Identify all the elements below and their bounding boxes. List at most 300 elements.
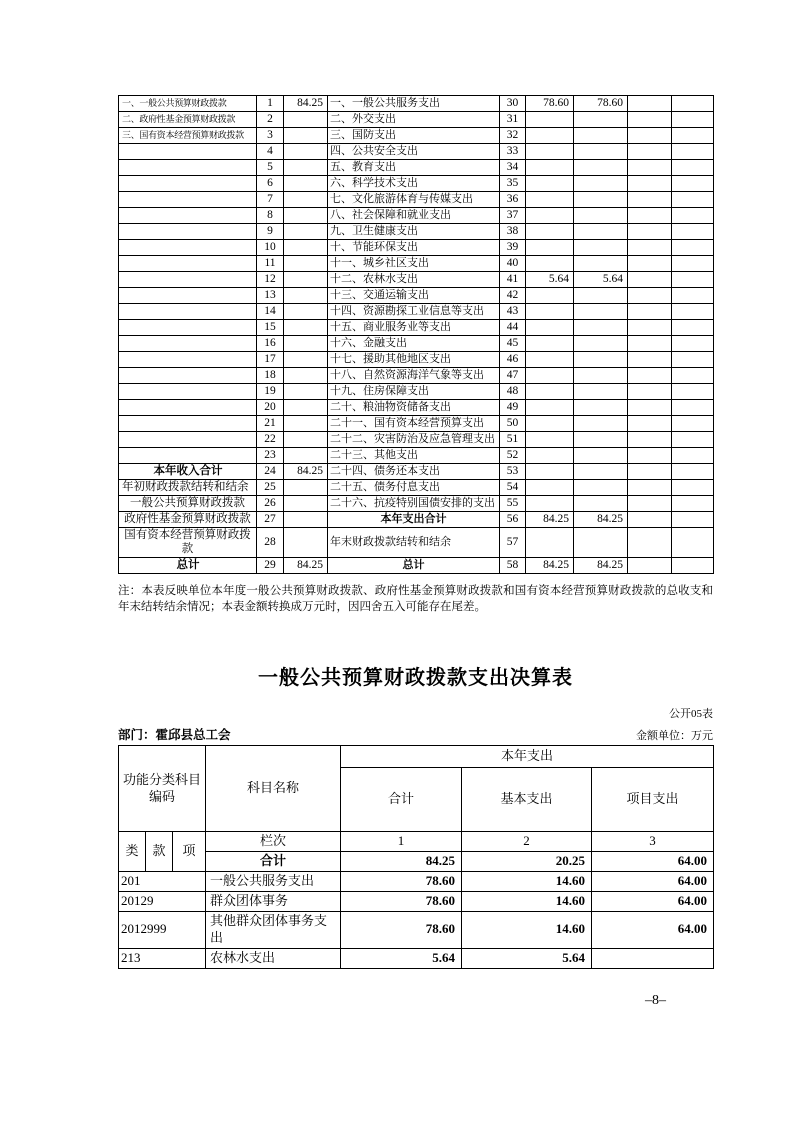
table-cell: 14.60 (462, 911, 592, 948)
table-cell: 35 (500, 176, 526, 192)
table-cell: 9 (257, 224, 284, 240)
table-cell (672, 512, 714, 528)
table-cell: 二、外交支出 (328, 112, 500, 128)
grand-total-row (119, 851, 714, 871)
table-cell: 58 (500, 558, 526, 574)
code-header: 功能分类科目编码 (119, 746, 206, 832)
table-cell: 78.60 (341, 911, 462, 948)
table-cell (672, 96, 714, 112)
table-cell: 总计 (119, 558, 257, 574)
table-cell: 39 (500, 240, 526, 256)
table1-row (119, 432, 714, 448)
table-cell (628, 448, 672, 464)
table-cell: 33 (500, 144, 526, 160)
table-cell (574, 320, 628, 336)
table-cell: 二十四、债务还本支出 (328, 464, 500, 480)
table-cell (119, 304, 257, 320)
table1-row (119, 304, 714, 320)
table-cell (628, 320, 672, 336)
fiscal-allocation-income-expenditure-table (118, 95, 714, 574)
table-cell (628, 528, 672, 558)
table-cell (284, 272, 328, 288)
table-cell (574, 336, 628, 352)
table1-row (119, 528, 714, 558)
table-cell: 本年支出合计 (328, 512, 500, 528)
table-cell: 53 (500, 464, 526, 480)
table2-row (119, 871, 714, 891)
table-cell (284, 448, 328, 464)
table-cell (672, 272, 714, 288)
table-cell (526, 448, 574, 464)
table-cell (628, 96, 672, 112)
table-cell: 56 (500, 512, 526, 528)
table-cell: 年末财政拨款结转和结余 (328, 528, 500, 558)
table-cell: 十二、农林水支出 (328, 272, 500, 288)
table-cell: 六、科学技术支出 (328, 176, 500, 192)
table1-row (119, 144, 714, 160)
table-cell: 十六、金融支出 (328, 336, 500, 352)
table-cell: 一、一般公共服务支出 (328, 96, 500, 112)
table-cell: 二十六、抗疫特别国债安排的支出 (328, 496, 500, 512)
table-cell (526, 304, 574, 320)
page-content (118, 95, 713, 969)
table-cell (672, 208, 714, 224)
table-cell (119, 240, 257, 256)
table-cell (119, 272, 257, 288)
table-cell: 49 (500, 400, 526, 416)
table-cell: 48 (500, 384, 526, 400)
table-cell (284, 288, 328, 304)
table-cell: 47 (500, 368, 526, 384)
table-cell: 46 (500, 352, 526, 368)
table-cell: 32 (500, 128, 526, 144)
table-cell: 26 (257, 496, 284, 512)
table-cell (526, 256, 574, 272)
table1-row (119, 128, 714, 144)
table-cell (119, 368, 257, 384)
table-cell: 九、卫生健康支出 (328, 224, 500, 240)
table2-row (119, 948, 714, 968)
table-cell: 24 (257, 464, 284, 480)
table-cell (628, 144, 672, 160)
grand-total-project: 64.00 (592, 851, 714, 871)
table-cell (672, 496, 714, 512)
table-cell: 84.25 (284, 558, 328, 574)
table-cell (119, 224, 257, 240)
table-cell: 84.25 (284, 464, 328, 480)
code-sub-header-item: 项 (173, 832, 206, 872)
table-cell (628, 208, 672, 224)
project-expenditure-header: 项目支出 (592, 768, 714, 832)
table-cell: 78.60 (574, 96, 628, 112)
table-cell: 二十一、国有资本经营预算支出 (328, 416, 500, 432)
table-cell (526, 320, 574, 336)
table2-row (119, 891, 714, 911)
table1-row (119, 558, 714, 574)
code-sub-header-class: 类 (119, 832, 146, 872)
table-cell: 43 (500, 304, 526, 320)
table-cell (628, 192, 672, 208)
table-cell: 84.25 (526, 512, 574, 528)
table-cell: 一般公共服务支出 (206, 871, 341, 891)
table-cell (574, 176, 628, 192)
table-cell (628, 336, 672, 352)
table-cell (574, 208, 628, 224)
table1-row (119, 448, 714, 464)
table1-row (119, 272, 714, 288)
table-cell (284, 304, 328, 320)
table-cell (526, 432, 574, 448)
table-cell (574, 304, 628, 320)
table-cell (526, 496, 574, 512)
table-cell: 十三、交通运输支出 (328, 288, 500, 304)
table-cell (628, 400, 672, 416)
table-cell (574, 144, 628, 160)
table-cell: 三、国有资本经营预算财政拨款 (119, 128, 257, 144)
table-cell (119, 320, 257, 336)
table-cell (526, 224, 574, 240)
table-cell (284, 432, 328, 448)
table-cell (628, 384, 672, 400)
table1-row (119, 368, 714, 384)
table-cell: 84.25 (574, 558, 628, 574)
table-cell (672, 192, 714, 208)
table-cell (284, 128, 328, 144)
table-cell (628, 304, 672, 320)
table-cell: 52 (500, 448, 526, 464)
table-cell (119, 352, 257, 368)
table-cell (284, 192, 328, 208)
table-cell (628, 128, 672, 144)
table-cell (672, 224, 714, 240)
table-cell (628, 256, 672, 272)
table-cell: 38 (500, 224, 526, 240)
table-cell: 41 (500, 272, 526, 288)
table-cell (574, 400, 628, 416)
table2-form-number: 公开05表 (669, 708, 713, 721)
table1-row (119, 192, 714, 208)
table-cell (119, 400, 257, 416)
table-cell (672, 288, 714, 304)
table-cell (119, 336, 257, 352)
table-cell: 5.64 (341, 948, 462, 968)
table1-row (119, 512, 714, 528)
column-index-3: 3 (592, 832, 714, 852)
table-cell (574, 224, 628, 240)
table-cell (526, 176, 574, 192)
table-cell: 2012999 (119, 911, 206, 948)
table-cell (284, 256, 328, 272)
year-expenditure-header: 本年支出 (341, 746, 714, 768)
table-cell (284, 528, 328, 558)
table-cell: 14.60 (462, 891, 592, 911)
table-cell (672, 320, 714, 336)
table-cell: 18 (257, 368, 284, 384)
table1-row (119, 416, 714, 432)
table-cell: 54 (500, 480, 526, 496)
table-cell (592, 948, 714, 968)
table-cell (628, 240, 672, 256)
table-cell (526, 400, 574, 416)
table1-row (119, 320, 714, 336)
table-cell (574, 416, 628, 432)
table-cell (526, 144, 574, 160)
table-cell (119, 208, 257, 224)
table-cell (628, 432, 672, 448)
table-cell (672, 240, 714, 256)
table-cell (574, 464, 628, 480)
table-cell: 30 (500, 96, 526, 112)
table-cell: 44 (500, 320, 526, 336)
table-cell: 20 (257, 400, 284, 416)
table-cell (574, 112, 628, 128)
table-cell (628, 176, 672, 192)
table-cell (526, 480, 574, 496)
table-cell (526, 160, 574, 176)
table-cell (672, 128, 714, 144)
table-cell (672, 432, 714, 448)
table-cell (284, 352, 328, 368)
table-cell: 78.60 (526, 96, 574, 112)
table-cell (574, 288, 628, 304)
table-cell (284, 496, 328, 512)
table-cell: 201 (119, 871, 206, 891)
table-cell (526, 464, 574, 480)
table-cell (672, 464, 714, 480)
table-cell: 二十二、灾害防治及应急管理支出 (328, 432, 500, 448)
table1-row (119, 464, 714, 480)
table-cell: 十五、商业服务业等支出 (328, 320, 500, 336)
table-cell: 5.64 (462, 948, 592, 968)
column-index-2: 2 (462, 832, 592, 852)
department-label: 部门：霍邱县总工会 (118, 728, 231, 743)
table-cell (574, 128, 628, 144)
table-cell: 14 (257, 304, 284, 320)
table-cell: 29 (257, 558, 284, 574)
table-cell: 5.64 (574, 272, 628, 288)
table-cell (574, 368, 628, 384)
table-cell (284, 336, 328, 352)
table-cell (672, 448, 714, 464)
grand-total-label: 合计 (206, 851, 341, 871)
table-cell: 二十、粮油物资储备支出 (328, 400, 500, 416)
table-cell (284, 384, 328, 400)
table-cell: 8 (257, 208, 284, 224)
table-cell: 84.25 (284, 96, 328, 112)
table-cell (526, 112, 574, 128)
table-cell (574, 192, 628, 208)
table1-row (119, 496, 714, 512)
table-cell: 农林水支出 (206, 948, 341, 968)
table-cell (284, 416, 328, 432)
table-cell: 国有资本经营预算财政拨款 (119, 528, 257, 558)
table-cell (672, 352, 714, 368)
table-cell (628, 512, 672, 528)
table1-row (119, 112, 714, 128)
table-cell: 55 (500, 496, 526, 512)
table-cell (284, 160, 328, 176)
table1-row (119, 224, 714, 240)
table-cell: 本年收入合计 (119, 464, 257, 480)
table1-row (119, 256, 714, 272)
table-cell: 13 (257, 288, 284, 304)
table-cell (628, 272, 672, 288)
subject-name-header: 科目名称 (206, 746, 341, 832)
table-cell: 6 (257, 176, 284, 192)
table-cell (628, 368, 672, 384)
table-cell: 2 (257, 112, 284, 128)
table-cell (672, 144, 714, 160)
table-note: 注：本表反映单位本年度一般公共预算财政拨款、政府性基金预算财政拨款和国有资本经营预算财政拨款的总收支和年末结转结余情况；本表金额转换成万元时，因四舍五入可能存在尾差。 (118, 585, 713, 613)
table-cell (574, 160, 628, 176)
table-cell (284, 224, 328, 240)
header-row-group (119, 746, 714, 768)
table-cell (574, 432, 628, 448)
table-cell (119, 448, 257, 464)
table-cell: 36 (500, 192, 526, 208)
table-cell: 7 (257, 192, 284, 208)
table-cell (628, 224, 672, 240)
table-cell (672, 558, 714, 574)
table-cell: 78.60 (341, 871, 462, 891)
table-cell (284, 176, 328, 192)
table-cell: 20129 (119, 891, 206, 911)
table-cell (672, 304, 714, 320)
table-cell: 51 (500, 432, 526, 448)
table-cell: 十八、自然资源海洋气象等支出 (328, 368, 500, 384)
table-cell: 十一、城乡社区支出 (328, 256, 500, 272)
table-cell: 19 (257, 384, 284, 400)
table-cell (526, 352, 574, 368)
table-cell (628, 416, 672, 432)
basic-expenditure-header: 基本支出 (462, 768, 592, 832)
table1-row (119, 96, 714, 112)
table-cell: 42 (500, 288, 526, 304)
table1-row (119, 288, 714, 304)
table-cell (628, 464, 672, 480)
table-cell (284, 320, 328, 336)
table-cell: 84.25 (526, 558, 574, 574)
table-cell (119, 144, 257, 160)
table-cell (672, 160, 714, 176)
table1-row (119, 336, 714, 352)
table-cell: 10 (257, 240, 284, 256)
table-cell: 57 (500, 528, 526, 558)
table-cell (672, 528, 714, 558)
table-cell (526, 208, 574, 224)
code-sub-header-section: 款 (146, 832, 173, 872)
table-cell: 年初财政拨款结转和结余 (119, 480, 257, 496)
table-cell (672, 176, 714, 192)
table-cell: 31 (500, 112, 526, 128)
table1-row (119, 176, 714, 192)
table-cell (672, 416, 714, 432)
grand-total-basic: 20.25 (462, 851, 592, 871)
table-cell: 16 (257, 336, 284, 352)
table-cell: 二十五、债务付息支出 (328, 480, 500, 496)
table-cell: 5 (257, 160, 284, 176)
total-column-header: 合计 (341, 768, 462, 832)
table1-row (119, 352, 714, 368)
table-cell: 十七、援助其他地区支出 (328, 352, 500, 368)
table-cell (628, 558, 672, 574)
table-cell (284, 512, 328, 528)
table-cell (574, 384, 628, 400)
table-cell (526, 192, 574, 208)
table-cell (119, 256, 257, 272)
table1-row (119, 160, 714, 176)
table-cell: 1 (257, 96, 284, 112)
table-cell: 政府性基金预算财政拨款 (119, 512, 257, 528)
table-cell: 45 (500, 336, 526, 352)
column-index-label: 栏次 (206, 832, 341, 852)
table2-title: 一般公共预算财政拨款支出决算表 (258, 667, 573, 690)
table-cell (284, 208, 328, 224)
table-cell (526, 288, 574, 304)
table-cell: 64.00 (592, 871, 714, 891)
table-cell (574, 352, 628, 368)
table2-meta (118, 725, 713, 743)
table-cell (574, 448, 628, 464)
table-cell: 总计 (328, 558, 500, 574)
table-cell (672, 384, 714, 400)
table-cell (628, 480, 672, 496)
table-cell: 二十三、其他支出 (328, 448, 500, 464)
table-cell (574, 256, 628, 272)
table-cell: 五、教育支出 (328, 160, 500, 176)
table-cell (526, 528, 574, 558)
table-cell (574, 480, 628, 496)
table-cell: 78.60 (341, 891, 462, 911)
table-cell: 17 (257, 352, 284, 368)
table-cell: 21 (257, 416, 284, 432)
table-cell: 27 (257, 512, 284, 528)
table-cell (284, 368, 328, 384)
table-cell: 其他群众团体事务支出 (206, 911, 341, 948)
table2-row (119, 911, 714, 948)
table-cell (119, 432, 257, 448)
table-cell: 64.00 (592, 911, 714, 948)
table-cell (526, 416, 574, 432)
table-cell: 八、社会保障和就业支出 (328, 208, 500, 224)
table-cell: 12 (257, 272, 284, 288)
table-cell: 三、国防支出 (328, 128, 500, 144)
column-index-row (119, 832, 714, 852)
table-cell: 二、政府性基金预算财政拨款 (119, 112, 257, 128)
table-cell: 群众团体事务 (206, 891, 341, 911)
table-cell (628, 352, 672, 368)
page-number: –8– (645, 993, 666, 1008)
table-cell (672, 400, 714, 416)
table-cell: 28 (257, 528, 284, 558)
table-cell (119, 176, 257, 192)
table-cell: 15 (257, 320, 284, 336)
table-cell (119, 384, 257, 400)
table-cell: 十四、资源勘探工业信息等支出 (328, 304, 500, 320)
table1-row (119, 480, 714, 496)
table1-row (119, 400, 714, 416)
table-cell (526, 368, 574, 384)
table-cell: 213 (119, 948, 206, 968)
table-cell (628, 496, 672, 512)
table-cell: 34 (500, 160, 526, 176)
table-cell (628, 112, 672, 128)
column-index-1: 1 (341, 832, 462, 852)
table-cell (526, 128, 574, 144)
general-public-budget-expenditure-table (118, 745, 714, 969)
table-cell (119, 288, 257, 304)
table-cell (628, 160, 672, 176)
